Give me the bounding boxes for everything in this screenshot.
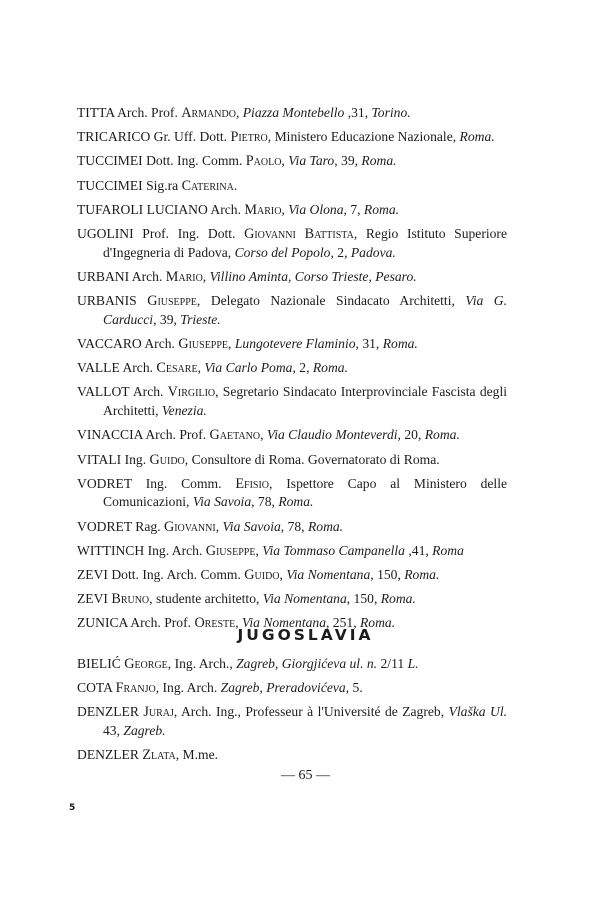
entry-text-segment: Giuseppe xyxy=(205,542,256,559)
entry-text-segment: , 39, xyxy=(153,311,181,327)
directory-entry xyxy=(77,152,507,171)
directory-entry xyxy=(77,518,507,537)
directory-entry xyxy=(77,566,507,585)
entry-text-segment: , Ministero Educazione Nazionale, xyxy=(267,129,460,145)
entry-text-segment: Caterina xyxy=(181,177,234,194)
directory-entry xyxy=(77,335,507,354)
entry-text-segment: Zagreb, Preradovićeva xyxy=(220,680,346,696)
entry-text-segment: Zlata xyxy=(142,747,176,764)
directory-entry xyxy=(77,383,507,420)
entry-text-segment: Via Olona xyxy=(288,201,344,217)
directory-entry xyxy=(77,177,507,196)
entry-text-segment: WITTINCH Ing. Arch. xyxy=(77,542,206,558)
entry-text-segment: Via Taro xyxy=(288,153,335,169)
entry-text-segment: Mario xyxy=(244,201,282,218)
entry-text-segment: Giuseppe xyxy=(147,293,197,310)
entry-text-segment: TITTA Arch. Prof. xyxy=(77,105,182,120)
entry-text-segment: Villino Aminta, Corso Trieste, Pesaro. xyxy=(209,268,417,284)
entry-text-segment: Zagreb. xyxy=(123,723,166,739)
entry-text-segment: , 251, xyxy=(326,615,360,631)
entry-text-segment: VALLOT Arch. xyxy=(77,384,168,400)
entry-text-segment: VACCARO Arch. xyxy=(77,336,179,352)
entry-text-segment: , xyxy=(215,518,223,534)
directory-entry xyxy=(77,475,507,512)
entry-text-segment: Corso del Popolo xyxy=(234,244,331,260)
entry-text-segment: VODRET Rag. xyxy=(77,518,164,534)
entry-text-segment: , xyxy=(260,427,267,443)
directory-entry xyxy=(77,292,507,329)
entry-text-segment: Paolo xyxy=(245,153,282,170)
entry-text-segment: , 150, xyxy=(346,591,381,607)
entry-text-segment: TRICARICO Gr. Uff. Dott. xyxy=(77,129,231,145)
entry-text-segment: , xyxy=(255,542,263,558)
entry-text-segment: VODRET Ing. Comm. xyxy=(77,475,236,491)
entry-text-segment: Via Tommaso Campanella xyxy=(262,542,405,558)
entry-text-segment: Roma xyxy=(432,542,464,558)
entry-text-segment: ,31, xyxy=(344,105,372,120)
entry-text-segment: , 78, xyxy=(280,518,308,534)
entry-text-segment: Padova. xyxy=(350,244,396,260)
entry-text-segment: Giuseppe xyxy=(178,336,229,353)
entry-text-segment: , xyxy=(202,268,210,284)
entry-text-segment: . xyxy=(233,177,238,193)
entry-text-segment: Roma. xyxy=(363,201,400,217)
directory-entry xyxy=(77,542,507,561)
entry-text-segment: Via Claudio Monteverdi xyxy=(266,427,398,443)
entry-text-segment: ZEVI xyxy=(77,591,112,607)
directory-entry xyxy=(77,703,507,740)
entry-text-segment: , xyxy=(235,615,243,631)
entry-text-segment: Via Nomentana xyxy=(262,591,347,607)
entry-text-segment: Roma. xyxy=(312,360,348,376)
entry-text-segment: Vlaška Ul. xyxy=(448,704,507,720)
entry-text-segment: 2/11 xyxy=(377,656,408,671)
directory-entry xyxy=(77,104,507,123)
entry-text-segment: Roma. xyxy=(359,615,396,631)
entry-text-segment: Roma. xyxy=(307,518,344,534)
entry-text-segment: , studente architetto, xyxy=(149,591,263,607)
entry-text-segment: Mario xyxy=(165,268,203,285)
entry-text-segment: , Segretario Sindacato Interprovinciale Fascista degli Architetti, xyxy=(103,384,507,419)
directory-entry xyxy=(77,746,507,765)
entry-text-segment: Bruno xyxy=(111,591,150,608)
entry-text-segment: Giovanni xyxy=(163,518,216,535)
entry-text-segment: VITALI Ing. xyxy=(77,451,150,467)
entry-text-segment: L. xyxy=(407,656,419,671)
entry-text-segment: , 5. xyxy=(345,680,363,696)
entry-text-segment: , Arch. Ing., Professeur à l'Université de Zagreb, xyxy=(173,704,449,720)
entry-text-segment: Giovanni Battista xyxy=(244,226,354,243)
directory-entry xyxy=(77,359,507,378)
directory-entry xyxy=(77,268,507,287)
entry-text-segment: , 39, xyxy=(334,153,362,169)
entry-text-segment: , xyxy=(235,105,243,120)
entry-text-segment: Via Nomentana xyxy=(242,615,326,631)
entry-text-segment: Zagreb, Giorgjićeva ul. n. xyxy=(236,656,378,671)
directory-entry xyxy=(77,451,507,470)
entry-text-segment: , Delegato Nazionale Sindacato Architetti, xyxy=(196,293,466,309)
entry-text-segment: DENZLER xyxy=(77,747,143,763)
entry-text-segment: DENZLER xyxy=(77,704,144,720)
entry-text-segment: , 2, xyxy=(292,360,313,376)
entry-text-segment: , 7, xyxy=(343,201,364,217)
entry-text-segment: Roma. xyxy=(361,153,397,169)
entry-text-segment: ZUNICA Arch. Prof. xyxy=(77,615,195,631)
entry-text-segment: VINACCIA Arch. Prof. xyxy=(77,427,210,443)
entry-text-segment: , 20, xyxy=(397,427,425,443)
entry-text-segment: , 31, xyxy=(355,336,383,352)
entry-text-segment: , 150, xyxy=(370,567,405,583)
entry-text-segment: Lungotevere Flaminio xyxy=(234,336,356,352)
entry-text-segment: Guido xyxy=(149,451,185,468)
entry-text-segment: , Ispettore Capo al Ministero delle Comunicazioni, xyxy=(103,475,508,510)
entry-text-segment: TUFAROLI LUCIANO Arch. xyxy=(77,201,245,217)
entry-text-segment: Franjo xyxy=(115,680,156,697)
entry-text-segment: Via Savoia xyxy=(192,494,252,510)
entry-text-segment: Venezia. xyxy=(161,403,207,419)
entry-text-segment: Via Carlo Poma xyxy=(204,360,293,376)
entry-text-segment: Roma. xyxy=(404,567,440,583)
entry-text-segment: VALLE Arch. xyxy=(77,360,157,376)
entry-text-segment: , 2, xyxy=(330,244,351,260)
entry-text-segment: , 78, xyxy=(251,494,279,510)
entry-text-segment: URBANIS xyxy=(77,293,148,309)
entry-text-segment: Cesare xyxy=(156,360,198,377)
entry-text-segment: , xyxy=(279,567,287,583)
entry-text-segment: Trieste. xyxy=(180,311,221,327)
directory-entry xyxy=(77,590,507,609)
entry-text-segment: Roma. xyxy=(459,129,495,145)
directory-entry xyxy=(77,128,507,147)
entry-text-segment: Guido xyxy=(244,567,280,584)
entry-text-segment: Roma. xyxy=(382,336,418,352)
entry-text-segment: Via Savoia xyxy=(222,518,281,534)
section-title: JUGOSLAVIA xyxy=(237,626,374,644)
directory-entry xyxy=(77,655,507,674)
entry-text-segment: BIELIĆ xyxy=(77,656,125,671)
entry-text-segment: Pietro xyxy=(230,129,268,146)
entry-text-segment: , xyxy=(197,360,205,376)
directory-entry xyxy=(77,426,507,445)
entry-text-segment: Roma. xyxy=(278,494,314,510)
entry-text-segment: Via G. Carducci xyxy=(103,293,508,327)
directory-entries-jugoslavia xyxy=(77,655,507,771)
signature-mark: 5 xyxy=(69,803,76,813)
entry-text-segment: , Ing. Arch., xyxy=(167,656,237,671)
directory-entries-italy xyxy=(77,104,507,639)
entry-text-segment: TUCCIMEI Sig.ra xyxy=(77,177,182,193)
entry-text-segment: Roma. xyxy=(380,591,416,607)
entry-text-segment: Oreste xyxy=(194,615,236,632)
entry-text-segment: George xyxy=(124,656,168,672)
entry-text-segment: , xyxy=(228,336,235,352)
entry-text-segment: Via Nomentana xyxy=(286,567,371,583)
entry-text-segment: COTA xyxy=(77,680,116,696)
entry-text-segment: UGOLINI Prof. Ing. Dott. xyxy=(77,226,245,242)
entry-text-segment: , M.me. xyxy=(175,747,219,763)
entry-text-segment: , xyxy=(281,153,289,169)
entry-text-segment: TUCCIMEI Dott. Ing. Comm. xyxy=(77,153,246,169)
directory-entry xyxy=(77,201,507,220)
entry-text-segment: , Ing. Arch. xyxy=(155,680,221,696)
entry-text-segment: Armando xyxy=(181,105,236,121)
entry-text-segment: 43, xyxy=(103,723,124,739)
directory-entry xyxy=(77,225,507,262)
entry-text-segment: Juraj xyxy=(143,704,174,721)
entry-text-segment: URBANI Arch. xyxy=(77,268,166,284)
page-number: — 65 — xyxy=(281,768,330,783)
entry-text-segment: Torino. xyxy=(371,105,411,120)
entry-text-segment: , Regio Istituto Superiore d'Ingegneria di Padova, xyxy=(103,226,507,260)
entry-text-segment: ZEVI Dott. Ing. Arch. Comm. xyxy=(77,567,245,583)
entry-text-segment: Virgilio xyxy=(167,384,216,401)
entry-text-segment: , xyxy=(281,201,289,217)
entry-text-segment: Gaetano xyxy=(209,427,261,444)
entry-text-segment: Piazza Montebello xyxy=(242,105,345,120)
directory-entry xyxy=(77,679,507,698)
entry-text-segment: ,41, xyxy=(404,542,433,558)
entry-text-segment: Efisio xyxy=(235,475,270,492)
entry-text-segment: , Consultore di Roma. Governatorato di Roma. xyxy=(184,451,440,467)
entry-text-segment: Roma. xyxy=(424,427,460,443)
